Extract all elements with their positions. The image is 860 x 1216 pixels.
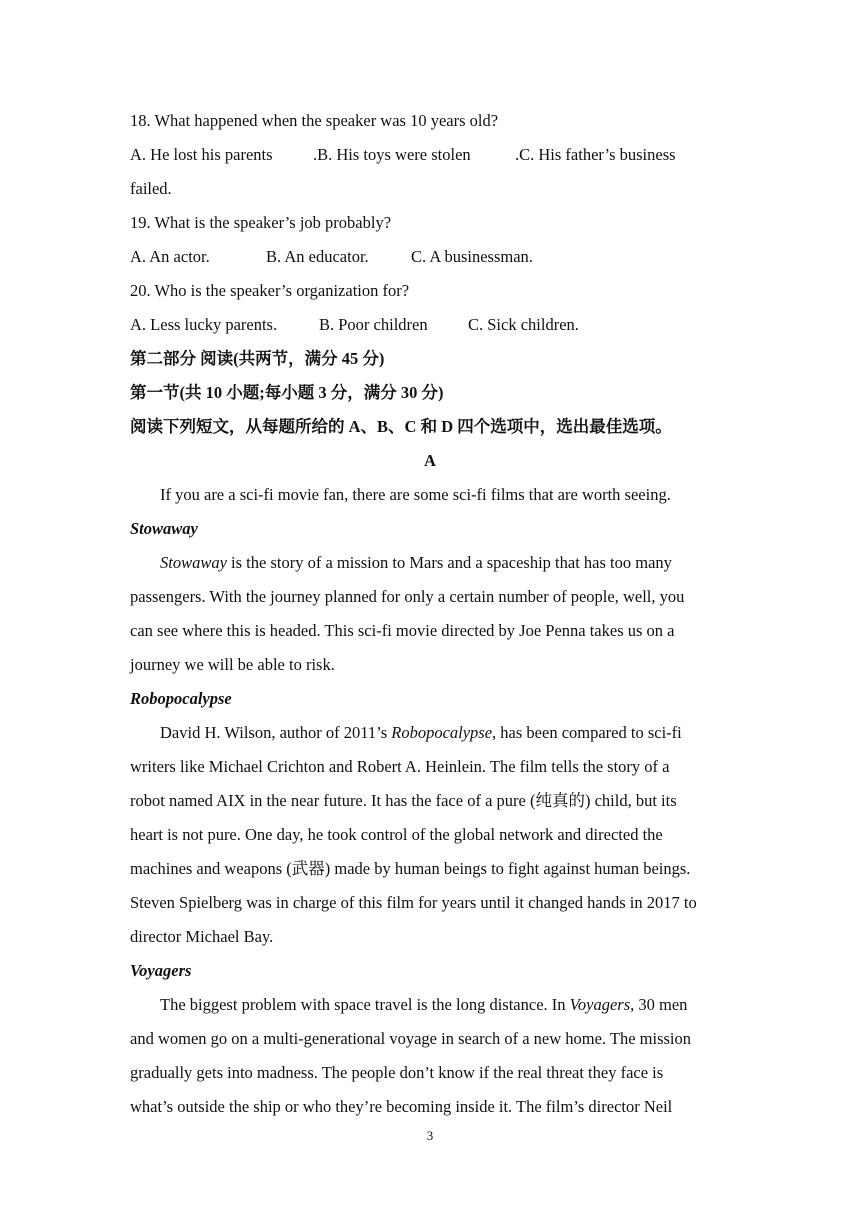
question-20-option-c: C. Sick children.: [468, 315, 579, 334]
question-20-options: [130, 308, 730, 342]
question-19-options: [130, 240, 730, 274]
voyagers-line-1: [130, 988, 730, 1022]
film-title-stowaway: Stowaway: [130, 519, 198, 538]
stowaway-line-1-text: is the story of a mission to Mars and a spaceship that has too many: [226, 553, 672, 572]
robopocalypse-title-italic: Robopocalypse: [391, 723, 493, 742]
question-18-stem: 18. What happened when the speaker was 10 years old?: [130, 111, 499, 130]
question-19-option-b: B. An educator.: [266, 247, 369, 266]
voyagers-line-4: what’s outside the ship or who they’re becoming inside it. The film’s director Neil: [130, 1097, 673, 1116]
robopocalypse-line-3: robot named AIX in the near future. It has the face of a pure (纯真的) child, but its: [130, 791, 677, 810]
passage-label: A: [424, 451, 436, 470]
question-18-option-c: .C. His father’s business: [515, 145, 676, 164]
page-number: 3: [426, 1128, 434, 1143]
question-19-option-a: A. An actor.: [130, 247, 210, 266]
stowaway-line-2: passengers. With the journey planned for only a certain number of people, well, you: [130, 587, 685, 606]
film-title-robopocalypse: Robopocalypse: [130, 689, 232, 708]
stowaway-title-italic: Stowaway: [160, 553, 227, 572]
question-18-option-a: A. He lost his parents: [130, 145, 273, 164]
subsection-heading: 第一节(共 10 小题;每小题 3 分，满分 30 分): [130, 383, 444, 402]
robopocalypse-line-4: heart is not pure. One day, he took control of the global network and directed the: [130, 825, 663, 844]
robopocalypse-line-1: [130, 716, 730, 750]
robopocalypse-line-1-text: , has been compared to sci-fi: [492, 723, 682, 742]
stowaway-line-3: can see where this is headed. This sci-fi movie directed by Joe Penna takes us on a: [130, 621, 675, 640]
stowaway-line-1: [130, 546, 730, 580]
robopocalypse-line-5: machines and weapons (武器) made by human beings to fight against human beings.: [130, 859, 691, 878]
question-20-stem: 20. Who is the speaker’s organization for?: [130, 281, 410, 300]
question-18-option-b: .B. His toys were stolen: [313, 145, 471, 164]
page-content: [130, 104, 730, 1124]
film-title-voyagers: Voyagers: [130, 961, 192, 980]
robopocalypse-line-2: writers like Michael Crichton and Robert A. Heinlein. The film tells the story of a: [130, 757, 670, 776]
question-20-option-b: B. Poor children: [319, 315, 428, 334]
question-19-stem: 19. What is the speaker’s job probably?: [130, 213, 392, 232]
robopocalypse-line-1-pre: David H. Wilson, author of 2011’s: [160, 723, 392, 742]
question-18-option-c-continuation: failed.: [130, 179, 172, 198]
question-20-option-a: A. Less lucky parents.: [130, 315, 278, 334]
reading-instruction: 阅读下列短文，从每题所给的 A、B、C 和 D 四个选项中，选出最佳选项。: [130, 417, 672, 436]
passage-intro: If you are a sci-fi movie fan, there are some sci-fi films that are worth seeing.: [160, 485, 671, 504]
stowaway-line-4: journey we will be able to risk.: [130, 655, 335, 674]
voyagers-line-1-text: , 30 men: [630, 995, 688, 1014]
voyagers-line-2: and women go on a multi-generational voyage in search of a new home. The mission: [130, 1029, 691, 1048]
robopocalypse-line-6: Steven Spielberg was in charge of this film for years until it changed hands in 2017 to: [130, 893, 697, 912]
voyagers-line-1-pre: The biggest problem with space travel is the long distance. In: [160, 995, 570, 1014]
question-18-options: [130, 138, 730, 172]
robopocalypse-line-7: director Michael Bay.: [130, 927, 274, 946]
voyagers-line-3: gradually gets into madness. The people don’t know if the real threat they face is: [130, 1063, 664, 1082]
part-heading: 第二部分 阅读(共两节，满分 45 分): [130, 349, 385, 368]
voyagers-title-italic: Voyagers: [569, 995, 631, 1014]
question-19-option-c: C. A businessman.: [411, 247, 533, 266]
